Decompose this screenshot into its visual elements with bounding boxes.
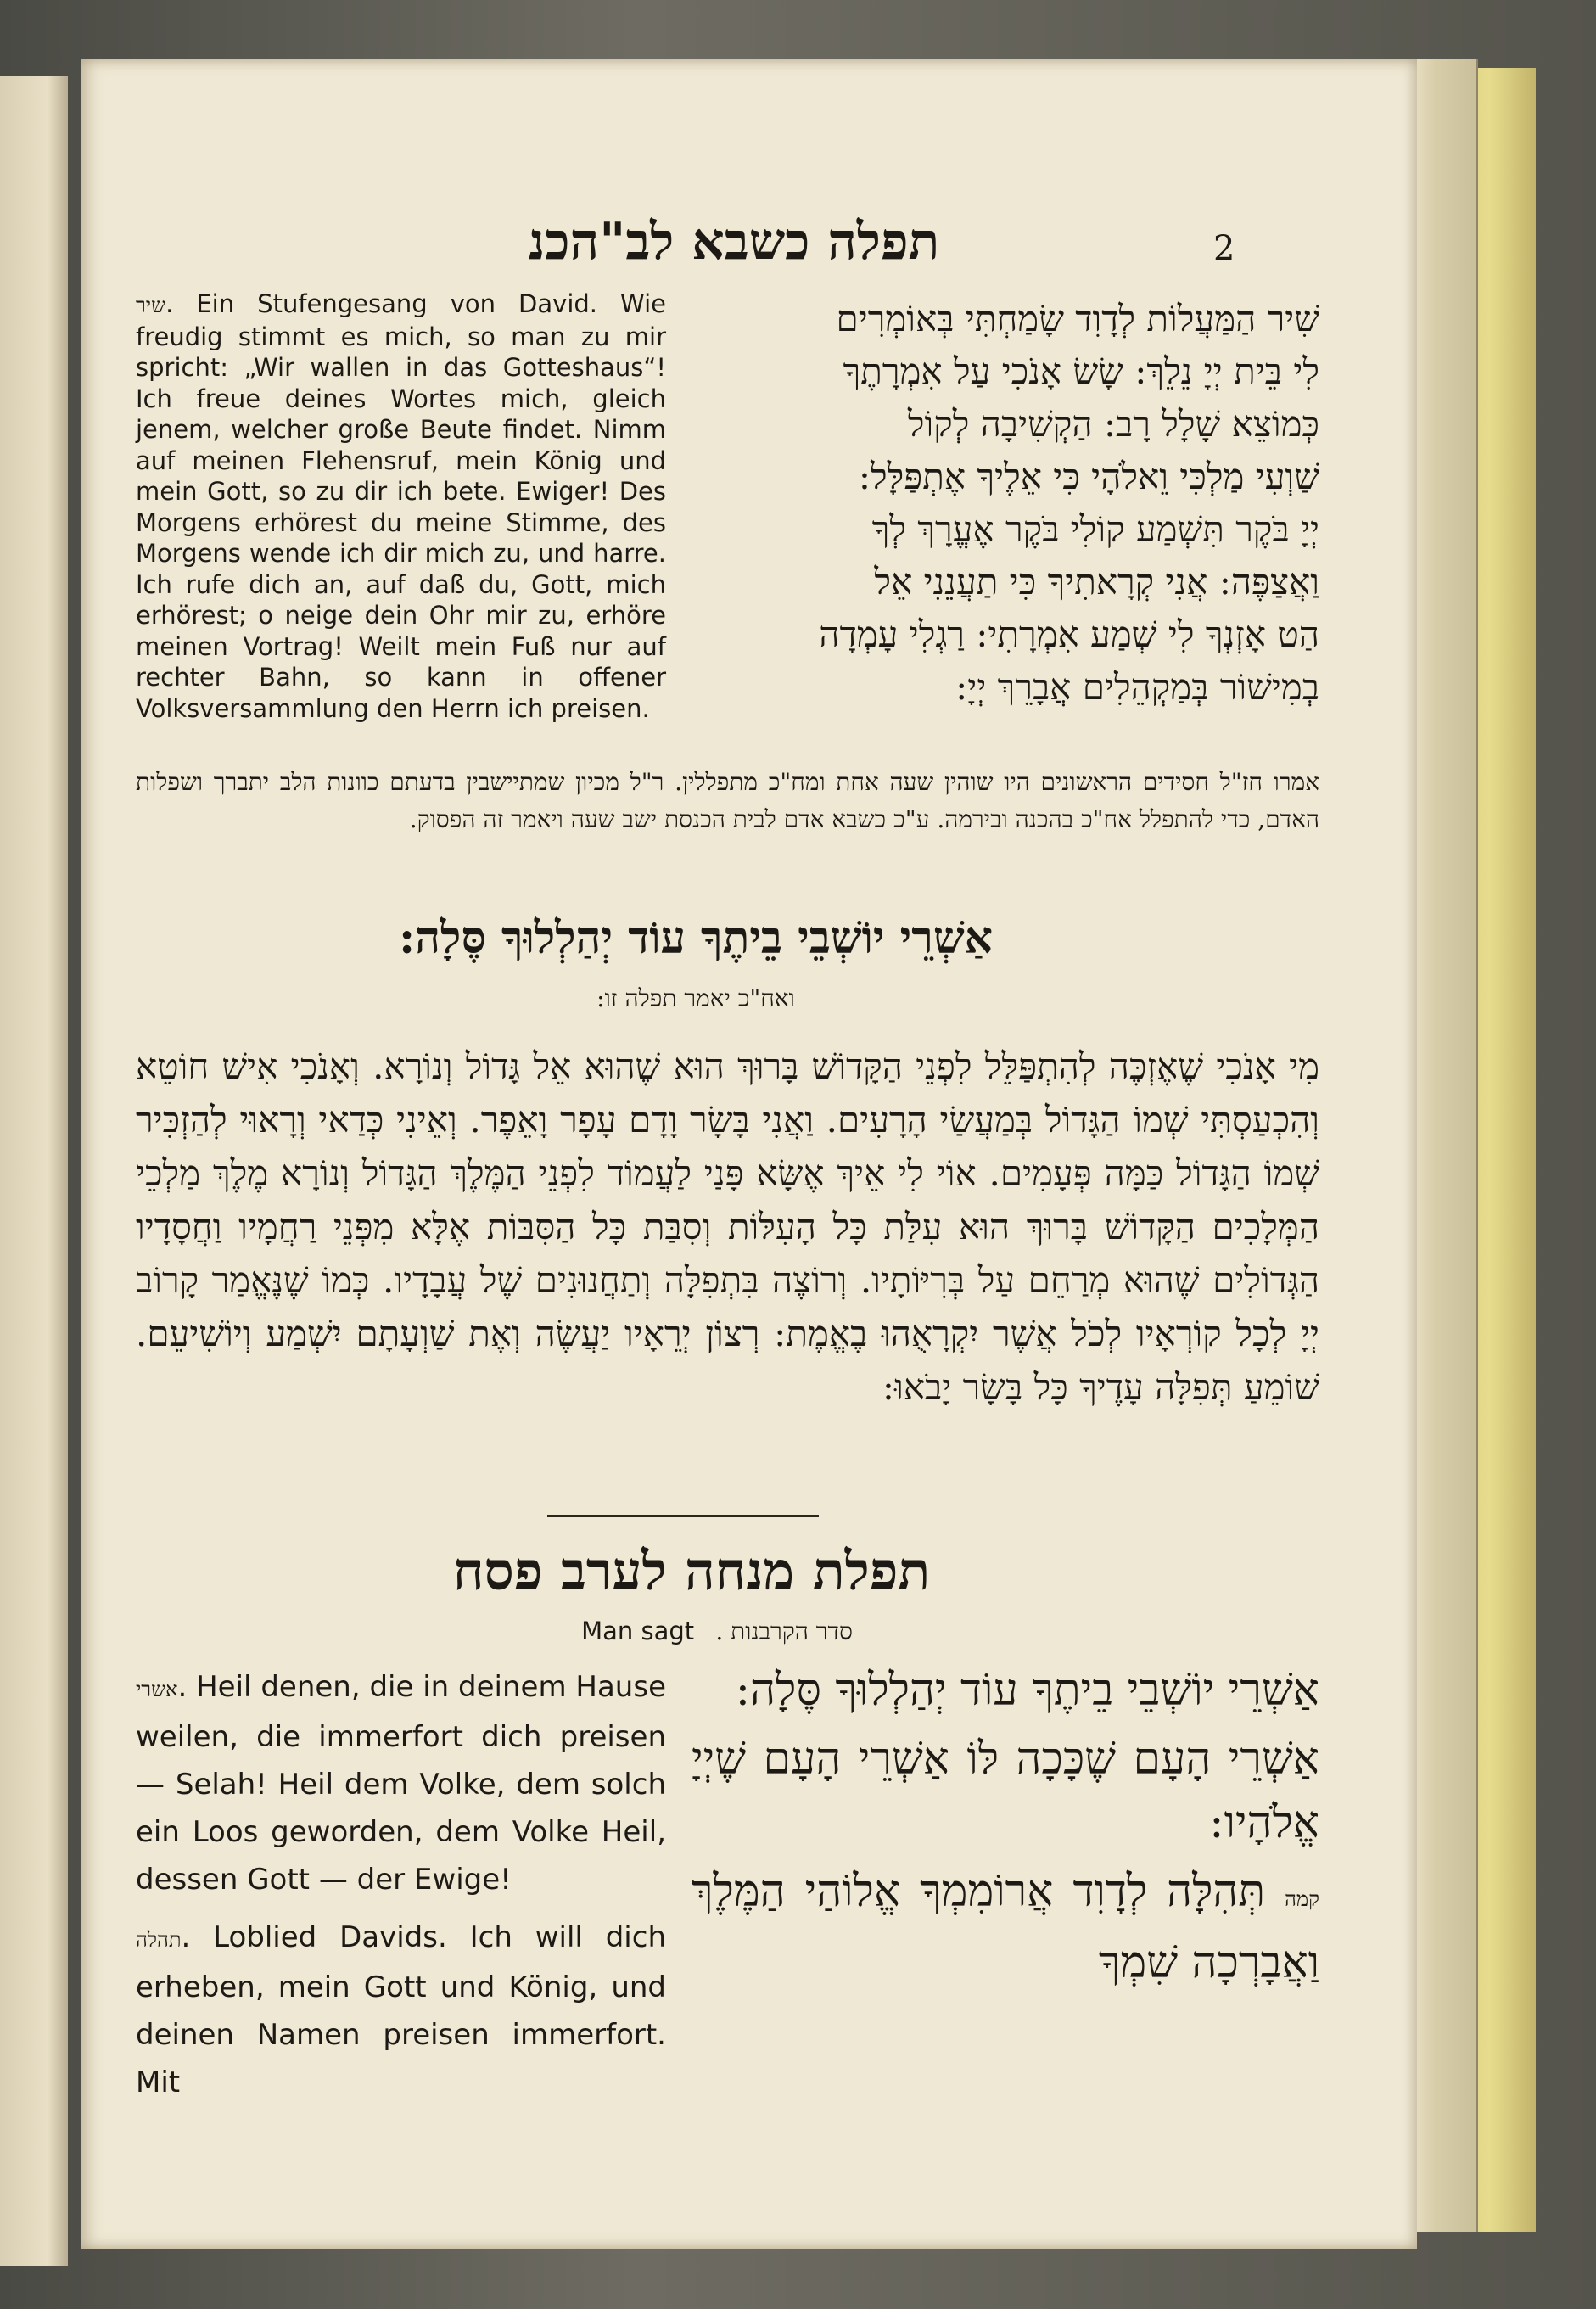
ashrei-verse-heading: אַשְׁרֵי יוֹשְׁבֵי בֵיתֶךָ עוֹד יְהַלְלוּךָ סֶּלָה:	[398, 912, 994, 964]
ashrei-paragraph: אַשְׁרֵי יוֹשְׁבֵי בֵיתֶךָ עוֹד יְהַלְלוּךָ סֶּלָה:	[735, 1665, 1319, 1716]
seder-german: Man sagt	[581, 1617, 695, 1645]
ashrei-paragraph-text: תְּהִלָּה לְדָוִד אֲרוֹמִמְךָ אֱלוֹהַי הַמֶּלֶךְ וַאֲבָרְכָה שִׁמְךָ	[692, 1866, 1319, 1988]
ashrei-paragraph: אַשְׁרֵי הָעָם שֶׁכָּכָה לּוֹ אַשְׁרֵי הָעָם שֶׁיְיָ אֱלֹהָיו:	[692, 1734, 1319, 1848]
psalm-hebrew-column	[692, 293, 1319, 714]
psalm-line: בְמִישׁוֹר בְּמַקְהֵלִים אֲבָרֵךְ יְיָ:	[955, 666, 1319, 708]
ashrei-german-column	[136, 1663, 666, 2116]
instruction-note: אמרו חז"ל חסידים הראשונים היו שוהין שעה אחת ומח"כ מתפללין. ר"ל מכיון שמתיישבין בדעתם כוונות הלב יתברך ושפלות האדם, כדי להתפלל אח"כ בהכנה ובירמה. ע"כ כשבא אדם לבית הכנסת ישב שעה ויאמר זה הפסוק.	[136, 768, 1319, 833]
instruction-subnote: ואח"כ יאמר תפלה זו:	[596, 984, 795, 1012]
german-paragraph	[136, 1663, 666, 1903]
german-label: אשרי	[136, 1678, 178, 1701]
german-label: שיר	[136, 294, 166, 317]
book-page	[81, 59, 1417, 2249]
psalm-line: שַׁוְעִי מַלְכִּי וֵאלֹהָי כִּי אֵלֶיךָ אֶתְפַּלָּל:	[858, 456, 1319, 497]
page-number: 2	[1213, 229, 1235, 268]
page-fore-edge	[1408, 59, 1478, 2232]
german-translation: . Heil denen, die in deinem Hause weilen, die immerfort dich preisen — Selah! Heil dem Volke, dem solch ein Loos geworden, dem Volke Heil, dessen Gott — der Ewige!	[136, 1670, 666, 1897]
facing-page-edge	[0, 76, 68, 2266]
psalm-line: לִי בֵּית יְיָ נֵלֵךְ: שָׂשׂ אָנֹכִי עַל אִמְרָתֶךָ	[843, 350, 1319, 392]
psalm-german-column	[136, 289, 666, 724]
psalm-line: וַאֲצַפֶּה: אֲנִי קְרָאתִיךָ כִּי תַעֲנֵנִי אֵל	[874, 561, 1319, 602]
german-paragraph	[136, 1914, 666, 2106]
psalm-line: שִׁיר הַמַּעֲלוֹת לְדָוִד שָׂמַחְתִּי בְּאוֹמְרִים	[836, 298, 1319, 339]
ashrei-paragraph	[692, 1860, 1319, 1995]
psalm-line: יְיָ בֹּקֶר תִּשְׁמַע קוֹלִי בֹּקֶר אֶעֱרָךְ לְךָ	[871, 508, 1319, 550]
seder-line	[420, 1617, 1014, 1646]
prayer-paragraph: מִי אָנֹכִי שֶׁאֶזְכֶּה לְהִתְפַּלֵּל לִפְנֵי הַקָּדוֹשׁ בָּרוּךְ הוּא שֶׁהוּא אֵל גָּדוֹל וְנוֹרָא. וְאָנֹכִי אִישׁ חוֹטֵא וְהִכְעַסְתִּי שְׁמוֹ הַגָּדוֹל בְּמַעֲשַׂי הָרָעִים. וַאֲנִי בָּשָׂר וָדָם עָפָר וָאֵפֶר. וְאֵינִי כְּדַאי וְרָאוּי לְהַזְכִּיר שְׁמוֹ הַגָּדוֹל כַּמָּה פְּעָמִים. אוֹי לִי אֵיךְ אֶשָּׂא פָּנַי לַעֲמוֹד לִפְנֵי הַמֶּלֶךְ הַגָּדוֹל וְנוֹרָא מֶלֶךְ מַלְכֵי הַמְּלָכִים הַקָּדוֹשׁ בָּרוּךְ הוּא עִלַּת כָּל הָעִלּוֹת וְסִבַּת כָּל הַסִּבּוֹת אֶלָּא מִפְּנֵי רַחֲמָיו וַחֲסָדָיו הַגְּדוֹלִים שֶׁהוּא מְרַחֵם עַל בְּרִיּוֹתָיו. וְרוֹצֶה בִּתְפִלָּה וְתַחֲנוּנִים שֶׁל עֲבָדָיו. כְּמוֹ שֶׁנֶּאֱמַר קָרוֹב יְיָ לְכָל קוֹרְאָיו לְכֹל אֲשֶׁר יִקְרָאֻהוּ בֶאֱמֶת: רְצוֹן יְרֵאָיו יַעֲשֶׂה וְאֶת שַׁוְעָתָם יִשְׁמַע וְיוֹשִׁיעֵם. שׁוֹמֵעַ תְּפִלָּה עָדֶיךָ כָּל בָּשָׂר יָבֹאוּ:	[136, 1045, 1319, 1408]
german-label: תהלה	[136, 1928, 182, 1952]
psalm-line: הַט אָזְנְךָ לִי שְׁמַע אִמְרָתִי: רַגְלִי עָמְדָה	[819, 614, 1319, 655]
psalm-line: כְּמוֹצֵא שָׁלָל רָב: הַקְשִׁיבָה לְקוֹל	[907, 403, 1319, 445]
section-divider	[547, 1515, 819, 1517]
running-title: תפלה כשבא לב"הכנ	[528, 212, 940, 272]
german-translation: . Loblied Davids. Ich will dich erheben, mein Gott und König, und deinen Namen preisen immerfort. Mit	[136, 1920, 666, 2099]
margin-label: קמה	[1285, 1887, 1319, 1911]
german-translation: . Ein Stufengesang von David. Wie freudig stimmt es mich, so man zu mir spricht: „Wir wallen in das Gotteshaus“! Ich freue deines Wortes mich, gleich jenem, welcher große Beute findet. Nimm auf meinen Flehensruf, mein König und mein Gott, so zu dir ich bete. Ewiger! Des Morgens erhörest du meine Stimme, des Morgens wende ich dir mich zu, und harre. Ich rufe dich an, auf daß du, Gott, mich erhörest; o neige dein Ohr mir zu, erhöre meinen Vortrag! Weilt mein Fuß nur auf rechter Bahn, so kann in offener Volksversammlung den Herrn ich preisen.	[136, 289, 666, 723]
seder-hebrew: סדר הקרבנות .	[715, 1617, 853, 1645]
ashrei-hebrew-column	[692, 1659, 1319, 2000]
section-title: תפלת מנחה לערב פסח	[452, 1540, 931, 1602]
